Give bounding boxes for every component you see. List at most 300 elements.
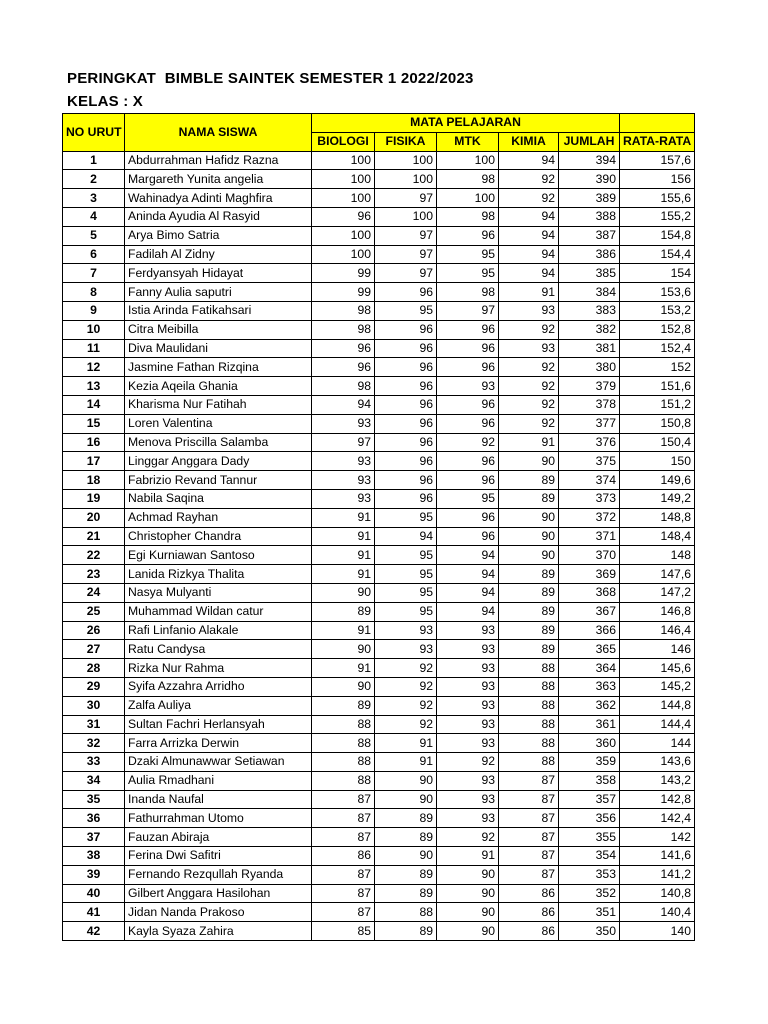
fisika-cell: 91 <box>375 753 437 772</box>
kimia-cell: 87 <box>499 790 559 809</box>
rata-rata-cell: 141,2 <box>620 865 695 884</box>
nama-siswa-cell: Fathurrahman Utomo <box>125 809 312 828</box>
kimia-cell: 89 <box>499 583 559 602</box>
fisika-cell: 97 <box>375 189 437 208</box>
kimia-cell: 89 <box>499 489 559 508</box>
header-jumlah: JUMLAH <box>559 132 620 151</box>
mtk-cell: 93 <box>437 640 499 659</box>
jumlah-cell: 356 <box>559 809 620 828</box>
kimia-cell: 88 <box>499 659 559 678</box>
mtk-cell: 98 <box>437 207 499 226</box>
header-no-urut: NO URUT <box>63 114 125 152</box>
nama-siswa-cell: Inanda Naufal <box>125 790 312 809</box>
nama-siswa-cell: Egi Kurniawan Santoso <box>125 546 312 565</box>
biologi-cell: 91 <box>312 659 375 678</box>
no-urut-cell: 12 <box>63 358 125 377</box>
jumlah-cell: 390 <box>559 170 620 189</box>
kimia-cell: 86 <box>499 884 559 903</box>
kimia-cell: 91 <box>499 433 559 452</box>
table-row <box>63 847 695 866</box>
ranking-table <box>62 113 695 941</box>
kimia-cell: 94 <box>499 226 559 245</box>
no-urut-cell: 15 <box>63 414 125 433</box>
mtk-cell: 93 <box>437 809 499 828</box>
nama-siswa-cell: Fabrizio Revand Tannur <box>125 471 312 490</box>
fisika-cell: 92 <box>375 677 437 696</box>
no-urut-cell: 20 <box>63 508 125 527</box>
nama-siswa-cell: Kezia Aqeila Ghania <box>125 377 312 396</box>
no-urut-cell: 28 <box>63 659 125 678</box>
mtk-cell: 90 <box>437 865 499 884</box>
mtk-cell: 96 <box>437 414 499 433</box>
table-row <box>63 301 695 320</box>
kimia-cell: 91 <box>499 283 559 302</box>
kimia-cell: 93 <box>499 301 559 320</box>
fisika-cell: 92 <box>375 696 437 715</box>
rata-rata-cell: 148,8 <box>620 508 695 527</box>
nama-siswa-cell: Menova Priscilla Salamba <box>125 433 312 452</box>
table-row <box>63 715 695 734</box>
kimia-cell: 87 <box>499 865 559 884</box>
mtk-cell: 93 <box>437 659 499 678</box>
nama-siswa-cell: Aninda Ayudia Al Rasyid <box>125 207 312 226</box>
biologi-cell: 91 <box>312 546 375 565</box>
nama-siswa-cell: Citra Meibilla <box>125 320 312 339</box>
nama-siswa-cell: Achmad Rayhan <box>125 508 312 527</box>
mtk-cell: 93 <box>437 621 499 640</box>
jumlah-cell: 360 <box>559 734 620 753</box>
kimia-cell: 92 <box>499 414 559 433</box>
header-fisika: FISIKA <box>375 132 437 151</box>
fisika-cell: 90 <box>375 847 437 866</box>
biologi-cell: 87 <box>312 865 375 884</box>
no-urut-cell: 2 <box>63 170 125 189</box>
table-row <box>63 621 695 640</box>
mtk-cell: 90 <box>437 922 499 941</box>
no-urut-cell: 29 <box>63 677 125 696</box>
table-row <box>63 903 695 922</box>
kimia-cell: 89 <box>499 621 559 640</box>
biologi-cell: 87 <box>312 828 375 847</box>
nama-siswa-cell: Linggar Anggara Dady <box>125 452 312 471</box>
no-urut-cell: 31 <box>63 715 125 734</box>
rata-rata-cell: 141,6 <box>620 847 695 866</box>
kimia-cell: 87 <box>499 771 559 790</box>
table-row <box>63 245 695 264</box>
biologi-cell: 88 <box>312 715 375 734</box>
table-row <box>63 734 695 753</box>
mtk-cell: 93 <box>437 715 499 734</box>
nama-siswa-cell: Arya Bimo Satria <box>125 226 312 245</box>
mtk-cell: 93 <box>437 790 499 809</box>
biologi-cell: 88 <box>312 734 375 753</box>
rata-rata-cell: 146,8 <box>620 602 695 621</box>
kimia-cell: 92 <box>499 170 559 189</box>
mtk-cell: 95 <box>437 264 499 283</box>
rata-rata-cell: 149,6 <box>620 471 695 490</box>
mtk-cell: 92 <box>437 828 499 847</box>
biologi-cell: 93 <box>312 452 375 471</box>
kimia-cell: 86 <box>499 922 559 941</box>
jumlah-cell: 394 <box>559 151 620 170</box>
rata-rata-cell: 144,8 <box>620 696 695 715</box>
nama-siswa-cell: Zalfa Auliya <box>125 696 312 715</box>
header-empty-cell <box>620 114 695 133</box>
rata-rata-cell: 140,4 <box>620 903 695 922</box>
biologi-cell: 96 <box>312 358 375 377</box>
fisika-cell: 93 <box>375 621 437 640</box>
fisika-cell: 89 <box>375 809 437 828</box>
header-nama-siswa: NAMA SISWA <box>125 114 312 152</box>
no-urut-cell: 33 <box>63 753 125 772</box>
kimia-cell: 90 <box>499 546 559 565</box>
kimia-cell: 94 <box>499 245 559 264</box>
mtk-cell: 91 <box>437 847 499 866</box>
biologi-cell: 87 <box>312 809 375 828</box>
no-urut-cell: 26 <box>63 621 125 640</box>
jumlah-cell: 387 <box>559 226 620 245</box>
rata-rata-cell: 142 <box>620 828 695 847</box>
no-urut-cell: 38 <box>63 847 125 866</box>
mtk-cell: 94 <box>437 602 499 621</box>
no-urut-cell: 37 <box>63 828 125 847</box>
table-row <box>63 790 695 809</box>
rata-rata-cell: 150 <box>620 452 695 471</box>
no-urut-cell: 22 <box>63 546 125 565</box>
no-urut-cell: 18 <box>63 471 125 490</box>
rata-rata-cell: 149,2 <box>620 489 695 508</box>
no-urut-cell: 40 <box>63 884 125 903</box>
jumlah-cell: 375 <box>559 452 620 471</box>
mtk-cell: 98 <box>437 170 499 189</box>
table-row <box>63 339 695 358</box>
biologi-cell: 93 <box>312 414 375 433</box>
mtk-cell: 95 <box>437 245 499 264</box>
jumlah-cell: 362 <box>559 696 620 715</box>
jumlah-cell: 385 <box>559 264 620 283</box>
mtk-cell: 96 <box>437 339 499 358</box>
jumlah-cell: 351 <box>559 903 620 922</box>
no-urut-cell: 9 <box>63 301 125 320</box>
jumlah-cell: 367 <box>559 602 620 621</box>
jumlah-cell: 353 <box>559 865 620 884</box>
table-row <box>63 640 695 659</box>
kimia-cell: 92 <box>499 189 559 208</box>
fisika-cell: 100 <box>375 170 437 189</box>
biologi-cell: 85 <box>312 922 375 941</box>
biologi-cell: 94 <box>312 395 375 414</box>
jumlah-cell: 364 <box>559 659 620 678</box>
rata-rata-cell: 144,4 <box>620 715 695 734</box>
nama-siswa-cell: Nabila Saqina <box>125 489 312 508</box>
fisika-cell: 95 <box>375 301 437 320</box>
rata-rata-cell: 148 <box>620 546 695 565</box>
kimia-cell: 88 <box>499 696 559 715</box>
fisika-cell: 95 <box>375 546 437 565</box>
biologi-cell: 97 <box>312 433 375 452</box>
nama-siswa-cell: Fadilah Al Zidny <box>125 245 312 264</box>
biologi-cell: 96 <box>312 339 375 358</box>
nama-siswa-cell: Loren Valentina <box>125 414 312 433</box>
jumlah-cell: 361 <box>559 715 620 734</box>
rata-rata-cell: 145,6 <box>620 659 695 678</box>
kimia-cell: 87 <box>499 828 559 847</box>
fisika-cell: 96 <box>375 377 437 396</box>
no-urut-cell: 16 <box>63 433 125 452</box>
rata-rata-cell: 154 <box>620 264 695 283</box>
nama-siswa-cell: Fernando Rezqullah Ryanda <box>125 865 312 884</box>
fisika-cell: 96 <box>375 339 437 358</box>
no-urut-cell: 11 <box>63 339 125 358</box>
biologi-cell: 90 <box>312 640 375 659</box>
fisika-cell: 100 <box>375 207 437 226</box>
fisika-cell: 97 <box>375 245 437 264</box>
no-urut-cell: 8 <box>63 283 125 302</box>
jumlah-cell: 377 <box>559 414 620 433</box>
nama-siswa-cell: Lanida Rizkya Thalita <box>125 565 312 584</box>
table-row <box>63 189 695 208</box>
mtk-cell: 94 <box>437 583 499 602</box>
kimia-cell: 87 <box>499 809 559 828</box>
table-row <box>63 565 695 584</box>
biologi-cell: 99 <box>312 283 375 302</box>
biologi-cell: 98 <box>312 301 375 320</box>
no-urut-cell: 1 <box>63 151 125 170</box>
fisika-cell: 89 <box>375 865 437 884</box>
class-label: KELAS : X <box>67 93 143 110</box>
rata-rata-cell: 140,8 <box>620 884 695 903</box>
rata-rata-cell: 144 <box>620 734 695 753</box>
no-urut-cell: 14 <box>63 395 125 414</box>
nama-siswa-cell: Sultan Fachri Herlansyah <box>125 715 312 734</box>
nama-siswa-cell: Rafi Linfanio Alakale <box>125 621 312 640</box>
no-urut-cell: 36 <box>63 809 125 828</box>
no-urut-cell: 21 <box>63 527 125 546</box>
biologi-cell: 93 <box>312 471 375 490</box>
biologi-cell: 91 <box>312 508 375 527</box>
no-urut-cell: 30 <box>63 696 125 715</box>
fisika-cell: 94 <box>375 527 437 546</box>
mtk-cell: 93 <box>437 377 499 396</box>
mtk-cell: 94 <box>437 546 499 565</box>
biologi-cell: 90 <box>312 583 375 602</box>
nama-siswa-cell: Jasmine Fathan Rizqina <box>125 358 312 377</box>
fisika-cell: 96 <box>375 414 437 433</box>
table-row <box>63 583 695 602</box>
table-row <box>63 433 695 452</box>
mtk-cell: 96 <box>437 527 499 546</box>
mtk-cell: 96 <box>437 320 499 339</box>
biologi-cell: 91 <box>312 565 375 584</box>
table-row <box>63 395 695 414</box>
table-row <box>63 922 695 941</box>
fisika-cell: 91 <box>375 734 437 753</box>
biologi-cell: 98 <box>312 320 375 339</box>
table-row <box>63 809 695 828</box>
jumlah-cell: 359 <box>559 753 620 772</box>
no-urut-cell: 6 <box>63 245 125 264</box>
table-row <box>63 602 695 621</box>
table-row <box>63 414 695 433</box>
mtk-cell: 92 <box>437 753 499 772</box>
rata-rata-cell: 153,6 <box>620 283 695 302</box>
rata-rata-cell: 154,8 <box>620 226 695 245</box>
jumlah-cell: 355 <box>559 828 620 847</box>
no-urut-cell: 5 <box>63 226 125 245</box>
table-row <box>63 471 695 490</box>
fisika-cell: 97 <box>375 226 437 245</box>
header-rata-rata: RATA-RATA <box>620 132 695 151</box>
mtk-cell: 92 <box>437 433 499 452</box>
nama-siswa-cell: Rizka Nur Rahma <box>125 659 312 678</box>
table-row <box>63 771 695 790</box>
biologi-cell: 88 <box>312 753 375 772</box>
jumlah-cell: 381 <box>559 339 620 358</box>
jumlah-cell: 369 <box>559 565 620 584</box>
fisika-cell: 89 <box>375 884 437 903</box>
biologi-cell: 99 <box>312 264 375 283</box>
table-row <box>63 170 695 189</box>
table-row <box>63 489 695 508</box>
nama-siswa-cell: Diva Maulidani <box>125 339 312 358</box>
table-row <box>63 151 695 170</box>
fisika-cell: 97 <box>375 264 437 283</box>
rata-rata-cell: 155,2 <box>620 207 695 226</box>
fisika-cell: 96 <box>375 452 437 471</box>
no-urut-cell: 23 <box>63 565 125 584</box>
rata-rata-cell: 146,4 <box>620 621 695 640</box>
jumlah-cell: 376 <box>559 433 620 452</box>
fisika-cell: 95 <box>375 508 437 527</box>
nama-siswa-cell: Ferina Dwi Safitri <box>125 847 312 866</box>
mtk-cell: 94 <box>437 565 499 584</box>
jumlah-cell: 389 <box>559 189 620 208</box>
table-row <box>63 696 695 715</box>
rata-rata-cell: 155,6 <box>620 189 695 208</box>
biologi-cell: 86 <box>312 847 375 866</box>
fisika-cell: 92 <box>375 659 437 678</box>
header-biologi: BIOLOGI <box>312 132 375 151</box>
table-row <box>63 753 695 772</box>
rata-rata-cell: 148,4 <box>620 527 695 546</box>
nama-siswa-cell: Gilbert Anggara Hasilohan <box>125 884 312 903</box>
header-kimia: KIMIA <box>499 132 559 151</box>
no-urut-cell: 3 <box>63 189 125 208</box>
mtk-cell: 93 <box>437 677 499 696</box>
nama-siswa-cell: Aulia Rmadhani <box>125 771 312 790</box>
fisika-cell: 96 <box>375 489 437 508</box>
mtk-cell: 100 <box>437 189 499 208</box>
kimia-cell: 89 <box>499 471 559 490</box>
nama-siswa-cell: Syifa Azzahra Arridho <box>125 677 312 696</box>
jumlah-cell: 379 <box>559 377 620 396</box>
no-urut-cell: 7 <box>63 264 125 283</box>
table-row <box>63 508 695 527</box>
kimia-cell: 89 <box>499 602 559 621</box>
rata-rata-cell: 157,6 <box>620 151 695 170</box>
rata-rata-cell: 153,2 <box>620 301 695 320</box>
jumlah-cell: 352 <box>559 884 620 903</box>
biologi-cell: 100 <box>312 189 375 208</box>
biologi-cell: 87 <box>312 790 375 809</box>
rata-rata-cell: 152,8 <box>620 320 695 339</box>
jumlah-cell: 383 <box>559 301 620 320</box>
mtk-cell: 90 <box>437 903 499 922</box>
rata-rata-cell: 147,6 <box>620 565 695 584</box>
kimia-cell: 87 <box>499 847 559 866</box>
fisika-cell: 96 <box>375 358 437 377</box>
jumlah-cell: 358 <box>559 771 620 790</box>
kimia-cell: 92 <box>499 395 559 414</box>
no-urut-cell: 35 <box>63 790 125 809</box>
kimia-cell: 90 <box>499 452 559 471</box>
fisika-cell: 96 <box>375 471 437 490</box>
no-urut-cell: 10 <box>63 320 125 339</box>
nama-siswa-cell: Nasya Mulyanti <box>125 583 312 602</box>
kimia-cell: 94 <box>499 264 559 283</box>
biologi-cell: 98 <box>312 377 375 396</box>
rata-rata-cell: 151,6 <box>620 377 695 396</box>
fisika-cell: 95 <box>375 602 437 621</box>
rata-rata-cell: 152,4 <box>620 339 695 358</box>
biologi-cell: 96 <box>312 207 375 226</box>
mtk-cell: 97 <box>437 301 499 320</box>
header-mata-pelajaran: MATA PELAJARAN <box>312 114 620 133</box>
kimia-cell: 89 <box>499 640 559 659</box>
no-urut-cell: 41 <box>63 903 125 922</box>
rata-rata-cell: 150,4 <box>620 433 695 452</box>
mtk-cell: 90 <box>437 884 499 903</box>
biologi-cell: 87 <box>312 884 375 903</box>
kimia-cell: 92 <box>499 320 559 339</box>
header-row-1 <box>63 114 695 133</box>
mtk-cell: 93 <box>437 771 499 790</box>
nama-siswa-cell: Ratu Candysa <box>125 640 312 659</box>
biologi-cell: 100 <box>312 245 375 264</box>
table-row <box>63 358 695 377</box>
biologi-cell: 100 <box>312 226 375 245</box>
fisika-cell: 96 <box>375 283 437 302</box>
fisika-cell: 88 <box>375 903 437 922</box>
kimia-cell: 88 <box>499 734 559 753</box>
nama-siswa-cell: Margareth Yunita angelia <box>125 170 312 189</box>
rata-rata-cell: 145,2 <box>620 677 695 696</box>
rata-rata-cell: 146 <box>620 640 695 659</box>
fisika-cell: 100 <box>375 151 437 170</box>
nama-siswa-cell: Kharisma Nur Fatihah <box>125 395 312 414</box>
nama-siswa-cell: Jidan Nanda Prakoso <box>125 903 312 922</box>
nama-siswa-cell: Istia Arinda Fatikahsari <box>125 301 312 320</box>
mtk-cell: 96 <box>437 358 499 377</box>
no-urut-cell: 17 <box>63 452 125 471</box>
mtk-cell: 96 <box>437 452 499 471</box>
jumlah-cell: 380 <box>559 358 620 377</box>
jumlah-cell: 354 <box>559 847 620 866</box>
mtk-cell: 93 <box>437 696 499 715</box>
biologi-cell: 100 <box>312 170 375 189</box>
nama-siswa-cell: Wahinadya Adinti Maghfira <box>125 189 312 208</box>
rata-rata-cell: 143,2 <box>620 771 695 790</box>
table-row <box>63 884 695 903</box>
nama-siswa-cell: Abdurrahman Hafidz Razna <box>125 151 312 170</box>
table-row <box>63 207 695 226</box>
kimia-cell: 88 <box>499 715 559 734</box>
rata-rata-cell: 147,2 <box>620 583 695 602</box>
nama-siswa-cell: Kayla Syaza Zahira <box>125 922 312 941</box>
nama-siswa-cell: Fauzan Abiraja <box>125 828 312 847</box>
kimia-cell: 89 <box>499 565 559 584</box>
no-urut-cell: 34 <box>63 771 125 790</box>
